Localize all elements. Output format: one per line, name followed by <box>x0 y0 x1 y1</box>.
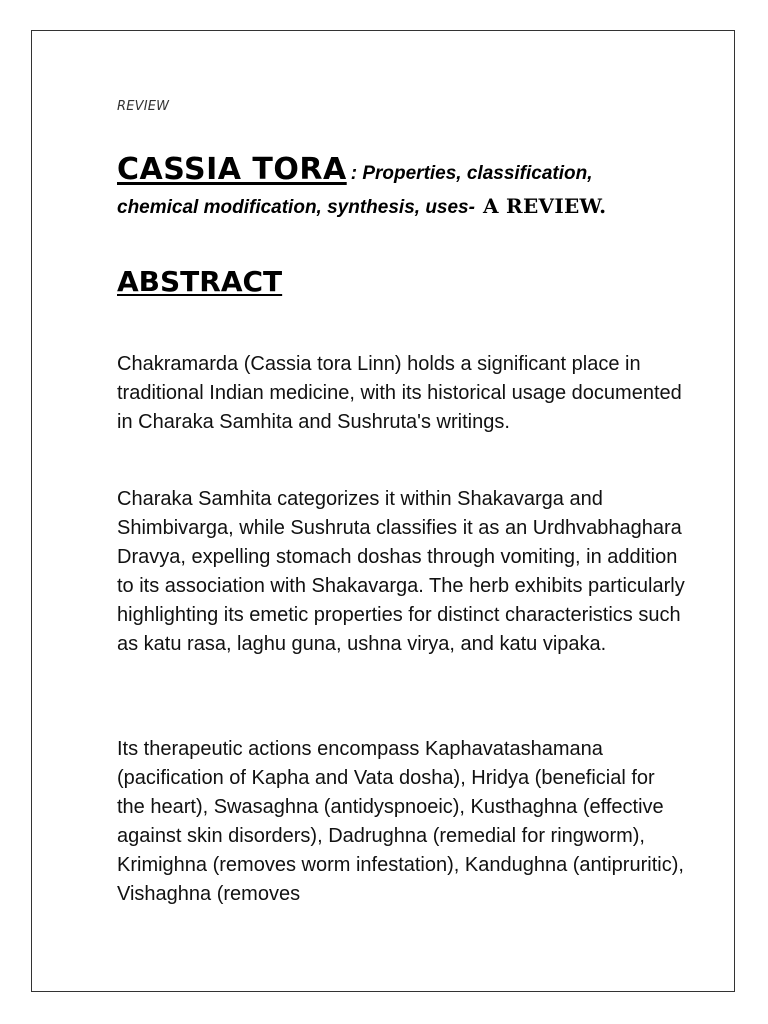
title-line-2 <box>117 192 677 223</box>
title-main: CASSIA TORA <box>117 152 347 187</box>
abstract-heading: ABSTRACT <box>117 265 283 298</box>
title-subtitle-part1: : Properties, classification, <box>350 163 593 184</box>
abstract-paragraph: Charaka Samhita categorizes it within Shakavarga and Shimbivarga, while Sushruta classifies it as an Urdhvabhaghara Dravya, expelling stomach doshas through vomiting, in addition to its association with Shakavarga. The herb exhibits particularly highlighting its emetic properties for distinct characteristics such as katu rasa, laghu guna, ushna virya, and katu vipaka. <box>117 488 685 655</box>
title-suffix: A REVIEW. <box>482 194 607 218</box>
review-label: REVIEW <box>117 99 170 114</box>
abstract-paragraph: Chakramarda (Cassia tora Linn) holds a significant place in traditional Indian medicine, with its historical usage documented in Charaka Samhita and Sushruta's writings. <box>117 353 682 433</box>
title-subtitle-part2: chemical modification, synthesis, uses- <box>117 197 475 218</box>
document-page <box>31 30 735 992</box>
document-title <box>117 149 677 223</box>
abstract-paragraph: Its therapeutic actions encompass Kaphavatashamana (pacification of Kapha and Vata dosha), Hridya (beneficial for the heart), Swasaghna (antidyspnoeic), Kusthaghna (effective against skin disorders), Dadrughna (remedial for ringworm), Krimighna (removes worm infestation), Kandughna (antipruritic), Vishaghna (removes <box>117 738 684 905</box>
title-line-1 <box>117 149 677 196</box>
